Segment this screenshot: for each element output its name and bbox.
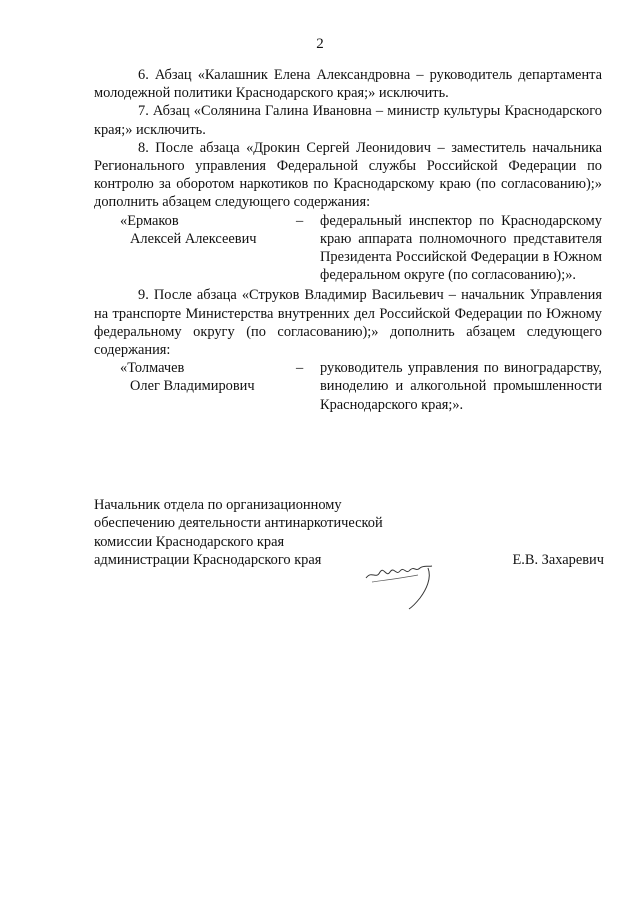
signature-block [94, 496, 604, 570]
entry-surname: «Ермаков [120, 212, 179, 229]
document-body [94, 66, 602, 414]
paragraph-9: 9. После абзаца «Струков Владимир Васильевич – начальник Управления на транспорте Министерства внутренних дел Российской Федерации по Южному федеральному округу (по согласованию);» дополнить абзацем следующего содержания: [94, 287, 602, 359]
signer-position-line-3: комиссии Краснодарского края [94, 533, 285, 550]
entry-given-names: Олег Владимирович [130, 378, 255, 395]
entry-given-names: Алексей Алексеевич [130, 230, 257, 247]
entry-dash: – [296, 212, 304, 229]
entry-name [94, 212, 314, 285]
handwritten-signature [362, 556, 442, 610]
inserted-entry-tolmachev [94, 359, 602, 414]
entry-surname: «Толмачев [120, 360, 185, 377]
signer-position-line-4: администрации Краснодарского края [94, 552, 322, 569]
entry-description-col [320, 212, 602, 285]
signer-position-line-2: обеспечению деятельности антинаркотической [94, 515, 383, 532]
entry-name [94, 359, 314, 414]
page-number: 2 [316, 36, 324, 52]
paragraph-7: 7. Абзац «Солянина Галина Ивановна – министр культуры Краснодарского края;» исключить. [94, 103, 602, 138]
inserted-entry-ermakov [94, 212, 602, 285]
entry-description: руководитель управления по виноградарству, виноделию и алкогольной промышленности Краснодарского края;». [320, 360, 602, 413]
entry-dash: – [296, 360, 304, 377]
paragraph-6: 6. Абзац «Калашник Елена Александровна – руководитель департамента молодежной политики Краснодарского края;» исключить. [94, 67, 602, 102]
signer-position-line-1: Начальник отдела по организационному [94, 497, 342, 513]
signer-name: Е.В. Захаревич [512, 552, 604, 568]
paragraph-8: 8. После абзаца «Дрокин Сергей Леонидович – заместитель начальника Регионального управления Федеральной службы Российской Федерации по контролю за оборотом наркотиков по Краснодарскому краю (по согласованию);» дополнить абзацем следующего содержания: [94, 139, 602, 211]
entry-description: федеральный инспектор по Краснодарскому краю аппарата полномочного представителя Президента Российской Федерации в Южном федеральном округе (по согласованию);». [320, 212, 602, 284]
entry-description-col [320, 359, 602, 414]
